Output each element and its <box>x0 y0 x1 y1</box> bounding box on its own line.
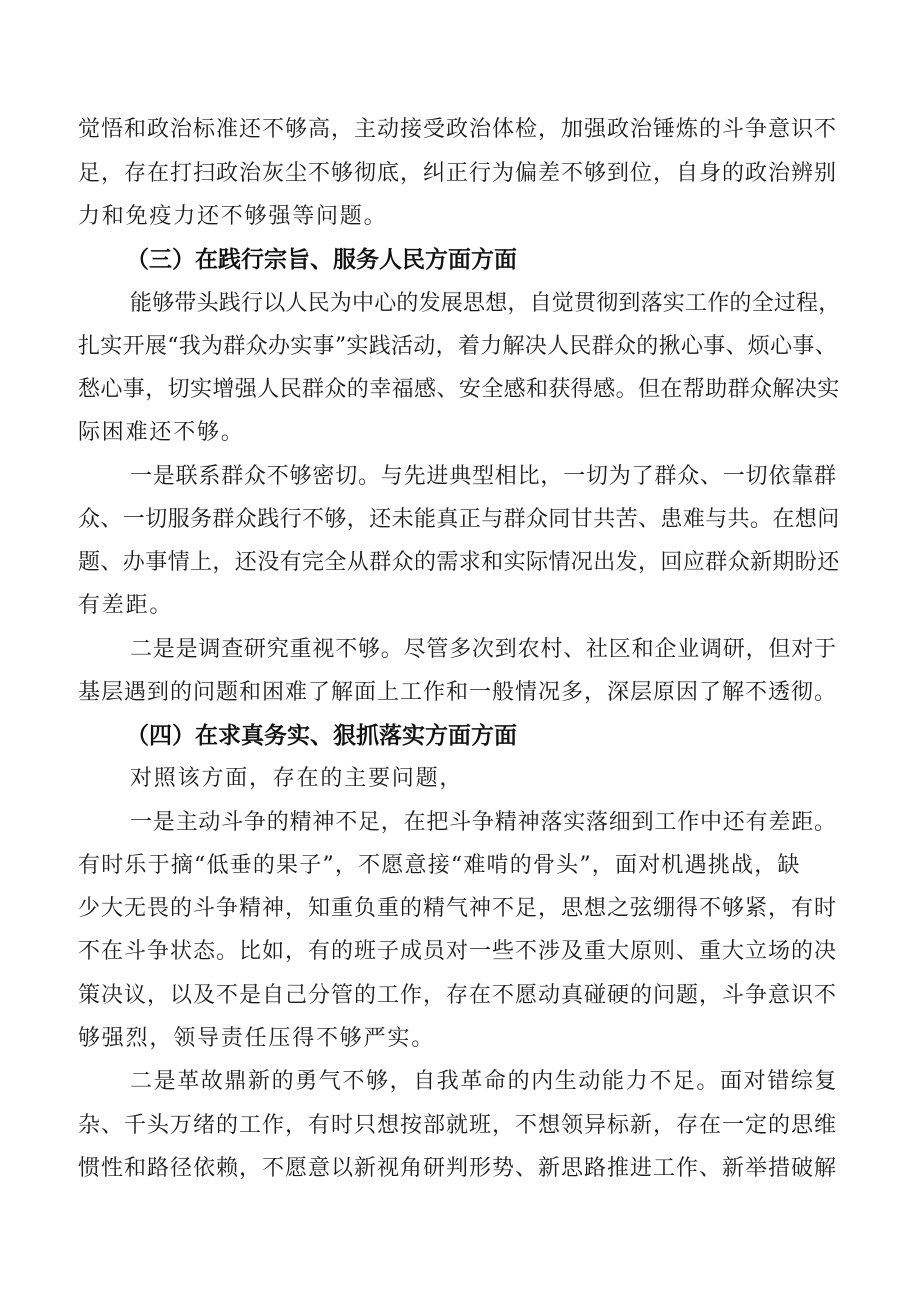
paragraph-line: 不在斗争状态。比如，有的班子成员对一些不涉及重大原则、重大立场的决 <box>78 939 838 964</box>
paragraph-line: 够强烈，领导责任压得不够严实。 <box>78 1026 436 1051</box>
paragraph-line: 少大无畏的斗争精神，知重负重的精气神不足，思想之弦绷得不够紧，有时 <box>78 896 838 921</box>
paragraph-line: 愁心事，切实增强人民群众的幸福感、安全感和获得感。但在帮助群众解决实 <box>78 377 840 402</box>
paragraph-line: 基层遇到的问题和困难了解面上工作和一般情况多，深层原因了解不透彻。 <box>78 680 838 705</box>
paragraph-line: 杂、千头万绪的工作，有时只想按部就班，不想领异标新，存在一定的思维 <box>78 1113 838 1138</box>
paragraph-line: 际困难还不够。 <box>78 420 245 445</box>
paragraph-line: 二是是调查研究重视不够。尽管多次到农村、社区和企业调研，但对于 <box>130 637 837 662</box>
paragraph-line: 有时乐于摘“低垂的果子”，不愿意接“难啃的骨头”，面对机遇挑战，缺 <box>78 853 801 878</box>
paragraph-line: 二是革故鼎新的勇气不够，自我革命的内生动能力不足。面对错综复 <box>130 1069 839 1094</box>
paragraph-line: 扎实开展“我为群众办实事”实践活动，着力解决人民群众的揪心事、烦心事、 <box>78 334 837 359</box>
paragraph-line: 题、办事情上，还没有完全从群众的需求和实际情况出发，回应群众新期盼还 <box>78 550 840 575</box>
paragraph-line: 有差距。 <box>78 593 174 618</box>
paragraph-line: 能够带头践行以人民为中心的发展思想，自觉贯彻到落实工作的全过程， <box>130 291 841 316</box>
paragraph-line: 策决议，以及不是自己分管的工作，存在不愿动真碰硬的问题，斗争意识不 <box>78 983 838 1008</box>
paragraph-line: 一是主动斗争的精神不足，在把斗争精神落实落细到工作中还有差距。 <box>130 810 837 835</box>
paragraph-line: 力和免疫力还不够强等问题。 <box>78 204 388 229</box>
paragraph-line: 众、一切服务群众践行不够，还未能真正与群众同甘共苦、患难与共。在想问 <box>78 507 840 532</box>
section-heading-3: （三）在践行宗旨、服务人民方面方面 <box>126 247 517 273</box>
paragraph-line: 一是联系群众不够密切。与先进典型相比，一切为了群众、一切依靠群 <box>130 464 837 489</box>
paragraph-line: 对照该方面，存在的主要问题， <box>130 766 464 791</box>
section-heading-4: （四）在求真务实、狠抓落实方面方面 <box>126 723 517 749</box>
paragraph-line: 惯性和路径依赖，不愿意以新视角研判形势、新思路推进工作、新举措破解 <box>78 1156 838 1181</box>
paragraph-line: 足，存在打扫政治灰尘不够彻底，纠正行为偏差不够到位，自身的政治辨别 <box>78 161 838 186</box>
paragraph-line: 觉悟和政治标准还不够高，主动接受政治体检，加强政治锤炼的斗争意识不 <box>78 117 838 142</box>
